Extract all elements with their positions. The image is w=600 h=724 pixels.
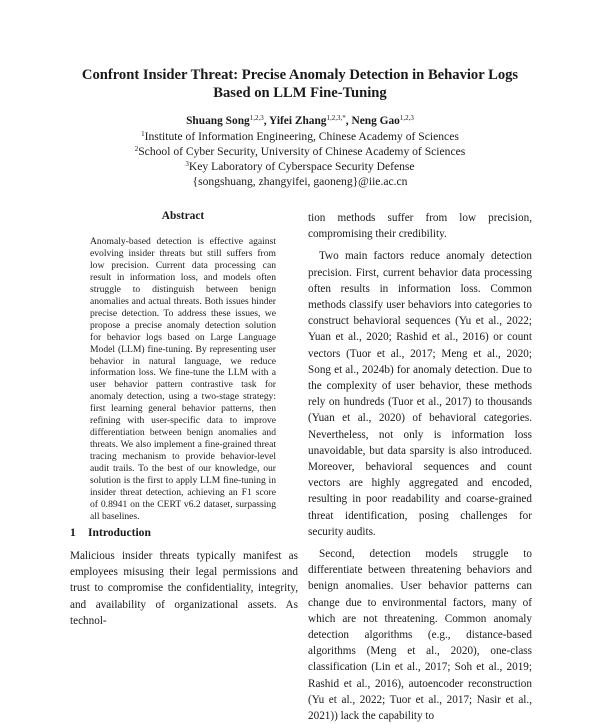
right-column-paragraph-3: Second, detection models struggle to differentiate between threatening behaviors and benign anomalies. User behavior patterns can change due to environmental factors, many of which are not threatening. Common anomaly detection algorithms (e.g., distance-based algorithms (Meng et al., 2020), one-class classification (Lin et al., 2017; Soh et al., 2019; Rashid et al., 2016), autoencoder reconstruction (Yu et al., 2022; Tuor et al., 2017; Nasir et al., 2021)) lack the capability to <box>308 548 532 723</box>
abstract-heading: Abstract <box>161 210 205 222</box>
author-email: {songshuang, zhangyifei, gaoneng}@iie.ac.cn <box>192 175 408 188</box>
paper-title-line-2: Based on LLM Fine-Tuning <box>213 85 387 101</box>
affiliations <box>40 129 560 189</box>
section-title: Introduction <box>88 526 151 539</box>
affiliation-1: $^1$Institute of Information Engineering, Chinese Academy of Sciences <box>141 130 459 143</box>
author: Yifei Zhang$^{1,2,3,*}$, <box>269 114 352 127</box>
abstract-body: Anomaly-based detection is effective against evolving insider threats but still suffers from low precision. Current data processing can result in information loss, and models often struggle to distinguish between benign anomalies and actual threats. Both issues hinder precise detection. To address these issues, we propose a precise anomaly detection solution for behavior logs based on Large Language Model (LLM) fine-tuning. By representing user behavior in natural language, we reduce information loss. We fine-tune the LLM with a user behavior pattern contrastive task for anomaly detection, using a two-stage strategy: first learning general behavior patterns, then refining with user-specific data to improve differentiation between benign anomalies and threats. We also implement a fine-grained threat tracing mechanism to provide behavior-level audit trails. To the best of our knowledge, our solution is the first to apply LLM fine-tuning in insider threat detection, achieving an F1 score of 0.8941 on the CERT v6.2 dataset, surpassing all baselines. <box>90 236 276 522</box>
paper-title <box>40 66 560 102</box>
author: Shuang Song$^{1,2,3}$, <box>186 114 270 127</box>
section-number: 1 <box>70 526 76 539</box>
author-list <box>40 114 560 128</box>
section-heading-introduction <box>70 526 300 539</box>
right-column-paragraph-1: tion methods suffer from low precision, compromising their credibility. <box>308 212 532 241</box>
right-column <box>308 210 532 724</box>
paper-title-line-1: Confront Insider Threat: Precise Anomaly Detection in Behavior Logs <box>81 67 519 83</box>
author: Neng Gao$^{1,2,3}$ <box>351 114 414 127</box>
introduction-paragraph: Malicious insider threats typically manifest as employees misusing their legal permissions and trust to compromise the confidentiality, integrity, and availability of organizational assets. As technol- <box>70 550 298 627</box>
right-column-paragraph-2: Two main factors reduce anomaly detection precision. First, current behavior data processing often results in information loss. Common methods classify user behaviors into categories to construct behavioral sequences (Yu et al., 2022; Yuan et al., 2020; Rashid et al., 2016) or count vectors (Tuor et al., 2017; Meng et al., 2020; Song et al., 2024b) for anomaly detection. Due to the complexity of user behavior, these methods rely on hundreds (Tuor et al., 2017) to thousands (Yuan et al., 2020) of behavioral categories. Nevertheless, not only is information loss unavoidable, but data sparsity is also introduced. Moreover, behavioral sequences and count vectors are highly aggregated and encoded, resulting in poor readability and coarse-grained threat identification, posing challenges for security audits. <box>308 250 532 538</box>
affiliation-3: $^3$Key Laboratory of Cyberspace Security Defense <box>185 160 415 173</box>
affiliation-2: $^2$School of Cyber Security, University of Chinese Academy of Sciences <box>134 145 466 158</box>
